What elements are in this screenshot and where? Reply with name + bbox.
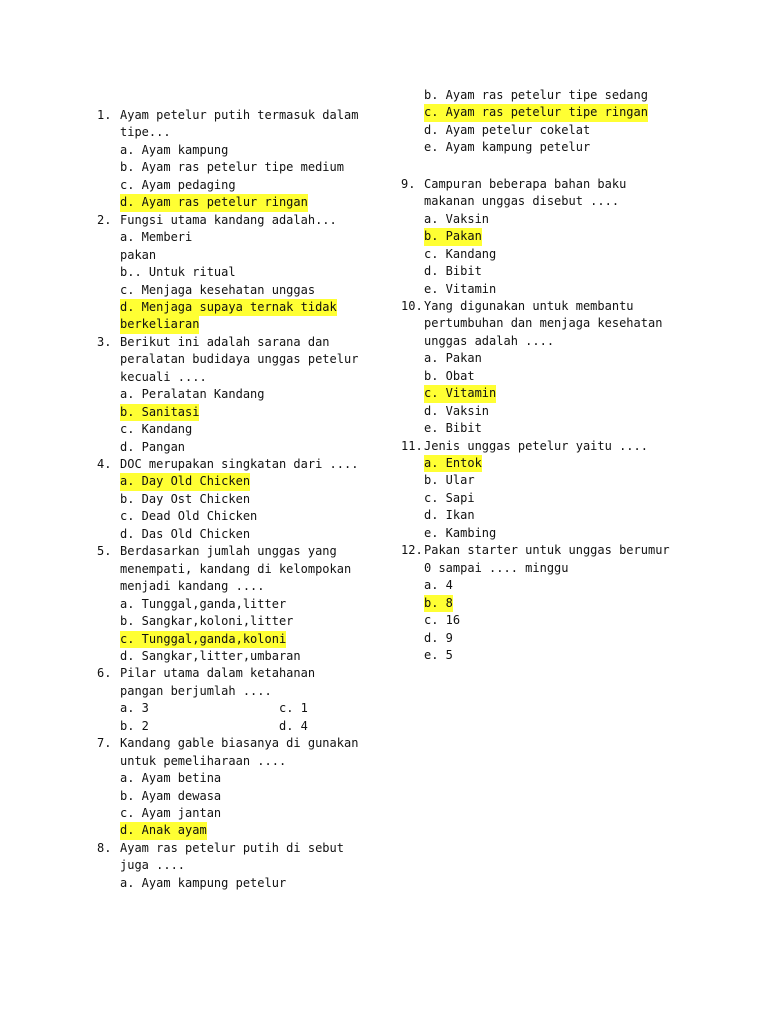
question-line: a. Memberi <box>120 230 193 245</box>
question-number: 11. <box>401 438 423 453</box>
question-line: peralatan budidaya unggas petelur <box>120 352 359 367</box>
question-line: b. Ular <box>424 473 475 488</box>
question-line: b. 2 <box>120 718 149 733</box>
question-line: Berikut ini adalah sarana dan <box>120 334 330 349</box>
question-line: a. Ayam betina <box>120 771 222 786</box>
question-line: Kandang gable biasanya di gunakan <box>120 736 359 751</box>
question-line: d. Das Old Chicken <box>120 526 251 541</box>
question-line: d. Pangan <box>120 439 186 454</box>
question-line: c. Sapi <box>424 490 475 505</box>
question-line: c. Menjaga kesehatan unggas <box>120 282 316 297</box>
question-line: Yang digunakan untuk membantu <box>424 298 634 313</box>
question-line: DOC merupakan singkatan dari .... <box>120 457 359 471</box>
question-number: 5. <box>97 544 112 559</box>
question-line: a. Ayam kampung <box>120 142 229 157</box>
question-line: d. Bibit <box>424 264 482 279</box>
answer-highlighted: c. Ayam ras petelur tipe ringan <box>424 104 648 121</box>
question-line: pakan <box>120 247 157 262</box>
question-line: makanan unggas disebut .... <box>424 194 620 209</box>
question-line: e. Kambing <box>424 525 497 540</box>
question-line-second: d. 4 <box>279 718 308 733</box>
answer-highlighted: b. Sanitasi <box>120 404 199 421</box>
question-line: Berdasarkan jumlah unggas yang <box>120 544 337 559</box>
question-line: menempati, kandang di kelompokan <box>120 561 352 576</box>
question-line: menjadi kandang .... <box>120 579 265 594</box>
question-line: juga .... <box>120 858 186 873</box>
question-number: 1. <box>97 108 112 122</box>
question-number: 10. <box>401 298 423 313</box>
answer-highlighted: c. Tunggal,ganda,koloni <box>120 631 286 648</box>
question-line: c. Ayam jantan <box>120 806 222 820</box>
question-line: Ayam ras petelur putih di sebut <box>120 840 344 855</box>
question-line: d. Vaksin <box>424 403 490 418</box>
question-line: a. Peralatan Kandang <box>120 387 265 402</box>
answer-highlighted: d. Menjaga supaya ternak tidak <box>120 299 337 316</box>
question-number: 9. <box>401 176 416 191</box>
question-line: Fungsi utama kandang adalah... <box>120 212 337 227</box>
question-line: d. 9 <box>424 630 453 645</box>
answer-highlighted: a. Entok <box>424 455 482 472</box>
question-line: c. 16 <box>424 613 461 628</box>
question-number: 7. <box>97 736 112 751</box>
question-line: pertumbuhan dan menjaga kesehatan <box>424 316 663 331</box>
answer-highlighted: b. Pakan <box>424 228 482 245</box>
question-line: b. Day Ost Chicken <box>120 491 251 506</box>
answer-highlighted: b. 8 <box>424 595 453 612</box>
question-line: a. Vaksin <box>424 211 490 226</box>
answer-highlighted: berkeliaran <box>120 316 199 333</box>
question-line: pangan berjumlah .... <box>120 683 272 698</box>
question-line: a. Tunggal,ganda,litter <box>120 596 287 611</box>
question-line: c. Kandang <box>120 422 193 437</box>
question-line: 0 sampai .... minggu <box>424 560 569 575</box>
question-line: c. Dead Old Chicken <box>120 509 258 524</box>
question-line: kecuali .... <box>120 369 207 384</box>
answer-highlighted: c. Vitamin <box>424 385 496 402</box>
question-line: b. Sangkar,koloni,litter <box>120 614 294 629</box>
question-number: 4. <box>97 457 112 471</box>
question-line: d. Sangkar,litter,umbaran <box>120 648 301 663</box>
question-line: a. 3 <box>120 701 149 716</box>
answer-highlighted: d. Anak ayam <box>120 822 207 839</box>
question-line: e. Vitamin <box>424 281 497 296</box>
question-line: tipe... <box>120 125 171 140</box>
answer-highlighted: d. Ayam ras petelur ringan <box>120 194 308 211</box>
question-line: untuk pemeliharaan .... <box>120 753 287 768</box>
question-number: 12. <box>401 543 423 558</box>
question-line: b. Ayam ras petelur tipe medium <box>120 160 344 175</box>
question-number: 8. <box>97 840 112 855</box>
question-line: Ayam petelur putih termasuk dalam <box>120 108 359 122</box>
question-line: unggas adalah .... <box>424 333 555 348</box>
question-line: c. Ayam pedaging <box>120 177 236 192</box>
question-line: e. Bibit <box>424 421 482 436</box>
question-line: Pilar utama dalam ketahanan <box>120 666 316 681</box>
question-line: d. Ikan <box>424 508 475 523</box>
question-line-second: c. 1 <box>279 701 308 716</box>
question-line: b. Ayam ras petelur tipe sedang <box>424 88 648 102</box>
question-line: a. 4 <box>424 578 453 593</box>
question-line: d. Ayam petelur cokelat <box>424 122 591 137</box>
question-line: b. Obat <box>424 368 475 383</box>
question-number: 2. <box>97 212 112 227</box>
question-line: b. Ayam dewasa <box>120 788 222 803</box>
question-line: Pakan starter untuk unggas berumur <box>424 543 670 558</box>
answer-highlighted: a. Day Old Chicken <box>120 473 250 490</box>
question-number: 6. <box>97 666 112 681</box>
question-line: a. Ayam kampung petelur <box>120 875 287 890</box>
question-line: c. Kandang <box>424 246 497 261</box>
question-line: Campuran beberapa bahan baku <box>424 176 627 191</box>
question-line: a. Pakan <box>424 351 482 366</box>
question-line: b.. Untuk ritual <box>120 265 236 280</box>
question-line: Jenis unggas petelur yaitu .... <box>424 438 648 453</box>
question-number: 3. <box>97 334 112 349</box>
question-line: e. 5 <box>424 647 453 662</box>
question-line: e. Ayam kampung petelur <box>424 140 591 155</box>
